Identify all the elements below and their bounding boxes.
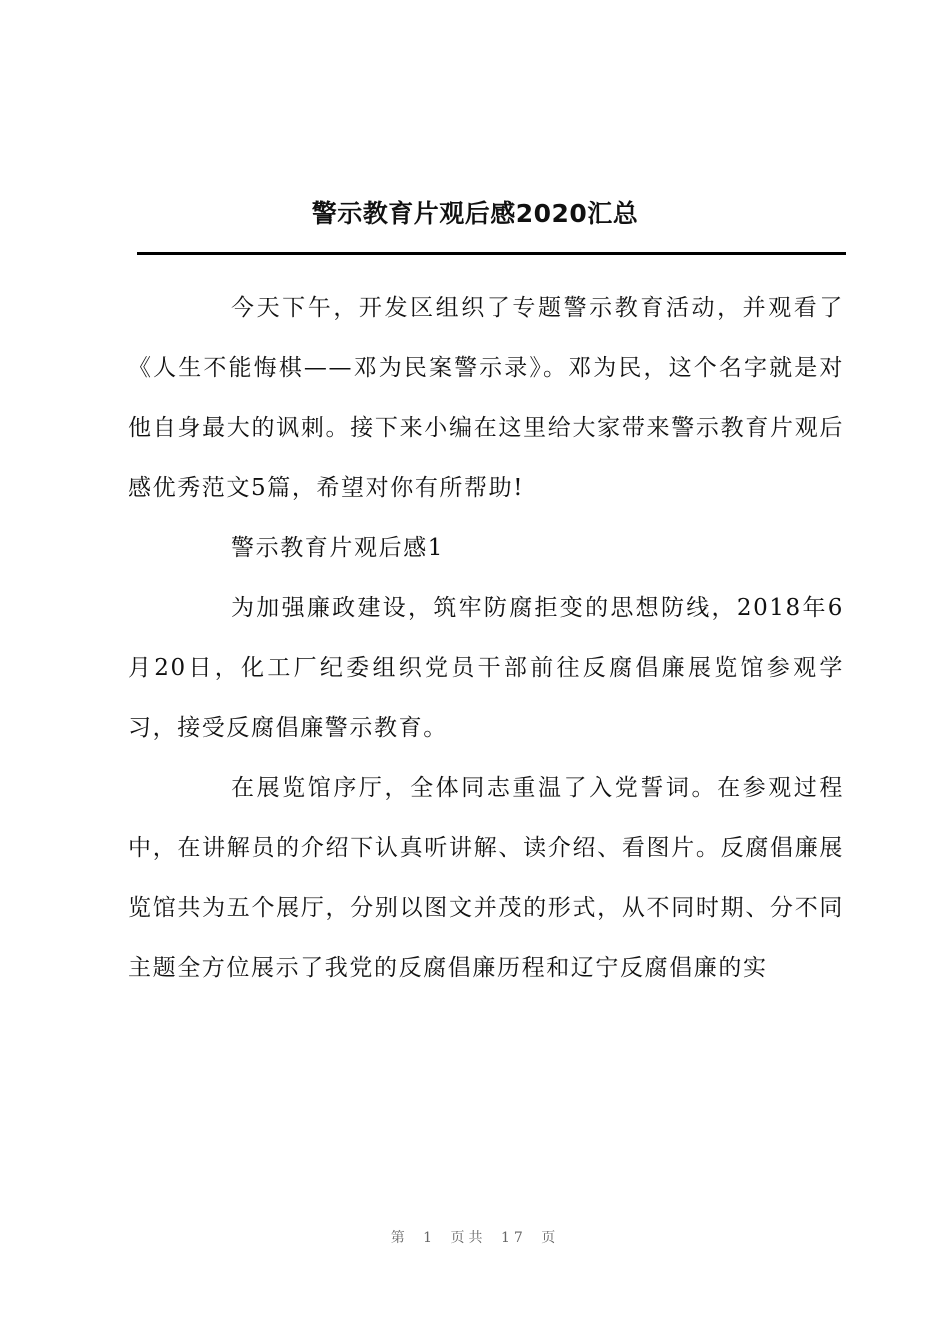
page-number-footer: 第 1 页共 17 页 [390,1230,560,1246]
title-underline [137,252,846,255]
body-paragraph-2: 在展览馆序厅，全体同志重温了入党誓词。在参观过程中，在讲解员的介绍下认真听讲解、读介绍、看图片。反腐倡廉展览馆共为五个展厅，分别以图文并茂的形式，从不同时期、分不同主题全方位展示了我党的反腐倡廉历程和辽宁反腐倡廉的实 [128,775,844,981]
body-paragraph-1: 为加强廉政建设，筑牢防腐拒变的思想防线，2018年6月20日，化工厂纪委组织党员干部前往反腐倡廉展览馆参观学习，接受反腐倡廉警示教育。 [128,595,844,741]
intro-paragraph: 今天下午，开发区组织了专题警示教育活动，并观看了《人生不能悔棋——邓为民案警示录》。邓为民，这个名字就是对他自身最大的讽刺。接下来小编在这里给大家带来警示教育片观后感优秀范文5篇，希望对你有所帮助! [128,295,844,501]
document-title: 警示教育片观后感2020汇总 [311,199,639,228]
document-body [128,278,844,998]
section-heading: 警示教育片观后感1 [231,535,445,561]
